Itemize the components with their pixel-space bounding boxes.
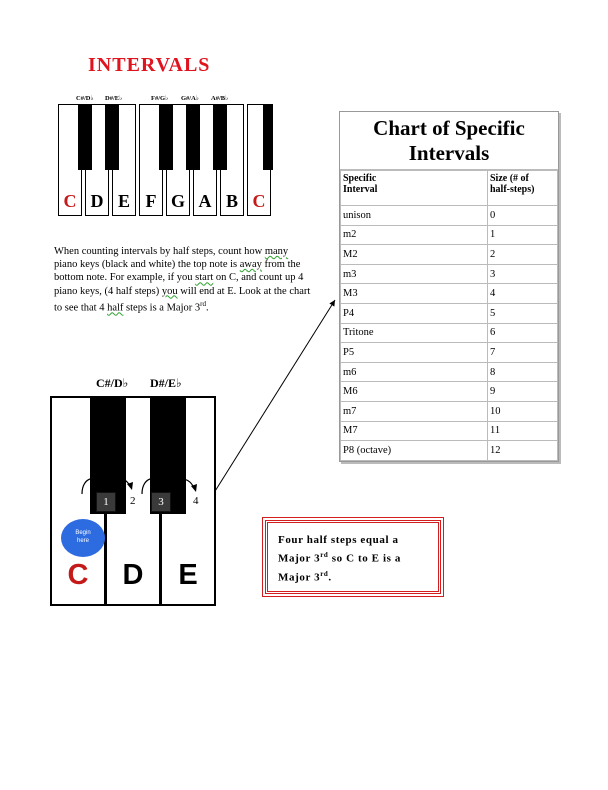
- white-key-letter: F: [145, 191, 157, 211]
- step-number: 2: [130, 495, 136, 507]
- table-row: P5 7: [341, 343, 558, 363]
- step-number: 3: [151, 492, 171, 512]
- black-key-label: C#/D♭: [76, 95, 94, 102]
- black-key-label: G#/A♭: [181, 95, 199, 102]
- header-cell: Size (# of half-steps): [488, 171, 558, 206]
- white-key-letter: C: [252, 191, 266, 211]
- black-key-label: C#/D♭: [96, 376, 129, 390]
- chart-title: Chart of Specific Intervals: [340, 112, 558, 170]
- table-row: m3 3: [341, 264, 558, 284]
- white-key-letter: D: [122, 559, 144, 591]
- white-key-letter: E: [117, 191, 130, 211]
- page-title: INTERVALS: [88, 54, 211, 76]
- black-key-label: D#/E♭: [150, 376, 182, 390]
- step-number: 4: [193, 495, 199, 507]
- summary-callout: Four half steps equal a Major 3rd so C to E is a Major 3rd.: [265, 520, 441, 594]
- begin-here-badge: Begin here: [61, 519, 105, 557]
- table-row: m6 8: [341, 362, 558, 382]
- table-row: Tritone 6: [341, 323, 558, 343]
- table-row: m7 10: [341, 401, 558, 421]
- table-row: unison 0: [341, 206, 558, 226]
- header-cell: Specific Interval: [341, 171, 488, 206]
- table-row: M6 9: [341, 382, 558, 402]
- black-key-label: F#/G♭: [151, 95, 169, 102]
- table-row: M3 4: [341, 284, 558, 304]
- table-row: P8 (octave) 12: [341, 441, 558, 461]
- white-key-letter: E: [178, 559, 198, 591]
- table-row: m2 1: [341, 225, 558, 245]
- white-key-letter: C: [67, 559, 89, 591]
- step-number: 1: [96, 492, 116, 512]
- black-key-label: A#/B♭: [211, 95, 229, 102]
- white-key-letter: A: [198, 191, 212, 211]
- white-key-letter: D: [90, 191, 104, 211]
- white-key-letter: B: [225, 191, 238, 211]
- table-row: P4 5: [341, 303, 558, 323]
- explanation-paragraph: When counting intervals by half steps, count how many piano keys (black and white) the top note is away from the bottom note. For example, if you start on C, and count up 4 piano keys, (4 half steps) you will end at E. Look at the chart to see that 4 half steps is a Major 3rd.: [54, 246, 311, 314]
- large-keyboard-labels: [50, 376, 220, 392]
- white-key-letter: G: [170, 191, 185, 211]
- table-row: M7 11: [341, 421, 558, 441]
- table-row: M2 2: [341, 245, 558, 265]
- black-key-label: D#/E♭: [105, 95, 123, 102]
- white-key-letter: C: [63, 191, 77, 211]
